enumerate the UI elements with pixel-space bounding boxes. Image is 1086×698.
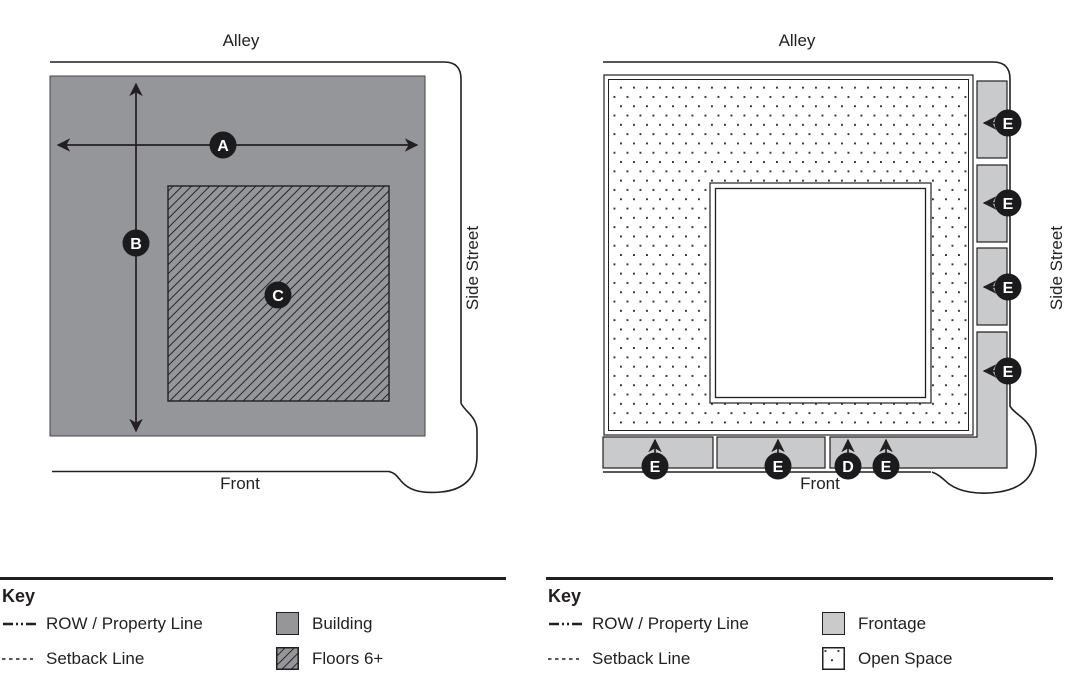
legend-left (0, 577, 530, 670)
marker-b-letter: B (130, 236, 142, 253)
open-space-swatch-icon (822, 647, 845, 670)
legend-grid (2, 612, 530, 670)
row-property-line-label: ROW / Property Line (592, 613, 749, 633)
marker-b (123, 230, 150, 257)
marker-e-front-3 (873, 453, 900, 480)
building-swatch-icon (276, 612, 299, 635)
setback-line-swatch-icon (2, 655, 38, 663)
open-space-label: Open Space (858, 648, 953, 668)
side-street-label: Side Street (1047, 225, 1066, 311)
marker-a (210, 132, 237, 159)
frontage-swatch-icon (822, 612, 845, 635)
frontage-label: Frontage (858, 613, 927, 633)
marker-letter: E (772, 459, 784, 476)
alley-label: Alley (222, 31, 260, 50)
marker-e-front-2 (765, 453, 792, 480)
marker-letter: E (1002, 364, 1014, 381)
front-label: Front (800, 474, 840, 493)
setback-line-swatch-icon (548, 655, 584, 663)
row-property-line-swatch-icon (2, 620, 38, 628)
marker-letter: E (1002, 116, 1014, 133)
marker-a-letter: A (217, 138, 229, 155)
building-label: Building (312, 613, 373, 633)
setback-line-label: Setback Line (46, 648, 145, 668)
marker-c-letter: C (272, 288, 284, 305)
marker-letter: E (649, 459, 661, 476)
marker-e-side-2 (995, 190, 1022, 217)
legend-title: Key (548, 586, 582, 606)
marker-letter: E (880, 459, 892, 476)
marker-letter: D (842, 459, 854, 476)
diagram-setbacks (50, 31, 482, 493)
legend-right (546, 577, 1076, 670)
floors-6plus-swatch-icon (276, 647, 299, 670)
row-property-line-swatch-icon (548, 620, 584, 628)
marker-letter: E (1002, 280, 1014, 297)
legend-divider (546, 577, 1053, 580)
diagram-frontage-open-space (603, 31, 1066, 493)
legend-title: Key (2, 586, 36, 606)
legend-divider (0, 577, 506, 580)
building-footprint (716, 189, 926, 398)
front-label: Front (220, 474, 260, 493)
marker-letter: E (1002, 196, 1014, 213)
floors-6plus-label: Floors 6+ (312, 648, 384, 668)
marker-e-front-1 (642, 453, 669, 480)
alley-label: Alley (778, 31, 816, 50)
marker-e-side-1 (995, 110, 1022, 137)
setback-line-label: Setback Line (592, 648, 691, 668)
marker-e-side-3 (995, 274, 1022, 301)
side-street-label: Side Street (463, 225, 482, 311)
marker-c (265, 282, 292, 309)
legend-grid (548, 612, 1076, 670)
marker-e-side-4 (995, 358, 1022, 385)
row-property-line-label: ROW / Property Line (46, 613, 203, 633)
